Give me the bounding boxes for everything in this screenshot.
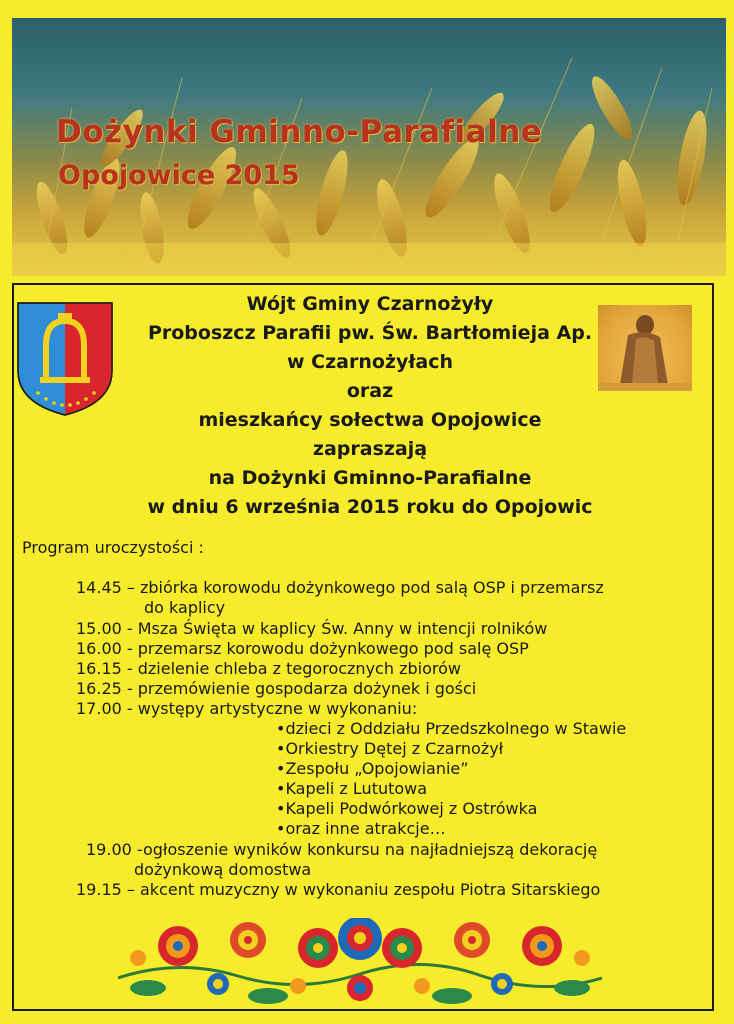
coat-of-arms-icon: [16, 301, 114, 417]
program-subitem: •dzieci z Oddziału Przedszkolnego w Stawie: [276, 719, 627, 738]
header-line: Wójt Gminy Czarnożyły: [246, 293, 494, 315]
header-line: w dniu 6 września 2015 roku do Opojowic: [147, 496, 593, 518]
header-line: w Czarnożyłach: [286, 351, 454, 373]
program-item: 19.00 -ogłoszenie wyników konkursu na najładniejszą dekorację: [86, 840, 598, 859]
program-item: dożynkową domostwa: [134, 860, 312, 879]
wheat-banner: [12, 18, 726, 276]
program-item: 16.00 - przemarsz korowodu dożynkowego pod salę OSP: [76, 639, 529, 658]
program-item: 17.00 - występy artystyczne w wykonaniu:: [76, 699, 418, 718]
program-item: do kaplicy: [144, 598, 226, 617]
program-subitem: •Orkiestry Dętej z Czarnożył: [276, 739, 504, 758]
banner-subtitle: Opojowice 2015: [58, 160, 300, 191]
program-item: 16.15 - dzielenie chleba z tegorocznych zbiorów: [76, 659, 461, 678]
program-heading: Program uroczystości :: [22, 538, 204, 557]
program-subitem: •oraz inne atrakcje…: [276, 819, 446, 838]
header-line: Proboszcz Parafii pw. Św. Bartłomieja Ap.: [147, 322, 593, 344]
program-item: 16.25 - przemówienie gospodarza dożynek i gości: [76, 679, 477, 698]
header-line: oraz: [346, 380, 394, 402]
program-subitem: •Kapeli z Lututowa: [276, 779, 428, 798]
banner-title: Dożynki Gminno-Parafialne: [56, 114, 543, 150]
program-item: 14.45 – zbiórka korowodu dożynkowego pod salą OSP i przemarsz: [76, 578, 604, 597]
invitation-header: [120, 290, 620, 522]
folk-flowers-icon: [118, 918, 602, 1016]
program-subitem: •Zespołu „Opojowianie”: [276, 759, 469, 778]
header-line: na Dożynki Gminno-Parafialne: [208, 467, 532, 489]
header-line: mieszkańcy sołectwa Opojowice: [198, 409, 542, 431]
header-line: zapraszają: [312, 438, 428, 460]
program-item: 15.00 - Msza Święta w kaplicy Św. Anny w intencji rolników: [76, 619, 548, 638]
program-subitem: •Kapeli Podwórkowej z Ostrówka: [276, 799, 538, 818]
program-item: 19.15 – akcent muzyczny w wykonaniu zespołu Piotra Sitarskiego: [76, 880, 601, 899]
